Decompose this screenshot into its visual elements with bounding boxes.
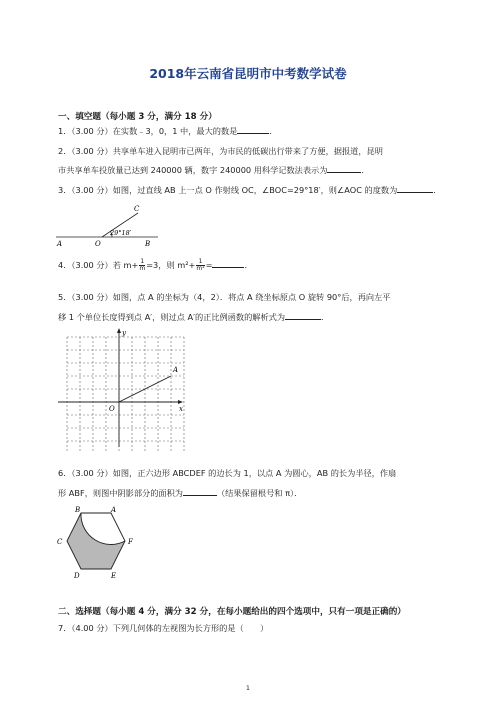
question-7: 7．（4.00 分）下列几何体的左视图为长方形的是（ ） bbox=[58, 623, 269, 633]
angle-figure bbox=[54, 200, 164, 250]
label-b-vertex: B bbox=[75, 506, 81, 514]
question-1-tail: ． bbox=[269, 126, 278, 136]
answer-blank-2[interactable] bbox=[327, 164, 361, 173]
question-4-mid: =3，则 m²+ bbox=[146, 260, 196, 270]
question-1-text: 1．（3.00 分）在实数﹣3，0，1 中，最大的数是 bbox=[58, 126, 238, 136]
x-axis-arrow bbox=[178, 400, 183, 404]
question-1 bbox=[58, 125, 278, 137]
label-x: x bbox=[179, 405, 183, 413]
answer-blank-5[interactable] bbox=[285, 311, 321, 320]
label-c-vertex: C bbox=[57, 538, 63, 546]
question-6-text: 形 ABF，则图中阴影部分的面积为 bbox=[58, 488, 183, 498]
question-2-text: 市共享单车投放量已达到 240000 辆，数字 240000 用科学记数法表示为 bbox=[58, 165, 328, 175]
label-b: B bbox=[145, 240, 151, 248]
angle-label: 29°18′ bbox=[110, 229, 132, 237]
question-4: 4．（3.00 分）若 m+ $\frac{1}{m}$ =3，则 m²+ $\frac{1}{\text{m²}}$ = ． bbox=[58, 258, 253, 272]
question-3-text: 3．（3.00 分）如图，过直线 AB 上一点 O 作射线 OC，∠BOC=29°18′，则∠AOC 的度数为 bbox=[58, 185, 398, 195]
label-point-a: A bbox=[173, 366, 179, 374]
hexagon-figure bbox=[55, 503, 145, 583]
label-o: O bbox=[95, 240, 101, 248]
label-a: A bbox=[57, 240, 63, 248]
question-5-line-1: 5．（3.00 分）如图，点 A 的坐标为（4，2）．将点 A 绕坐标原点 O 旋转 90°后，再向左平 bbox=[58, 292, 391, 302]
page-number: 1 bbox=[245, 684, 251, 692]
answer-blank-3[interactable] bbox=[397, 184, 433, 193]
fraction-1-over-m-squared: $\frac{1}{\text{m²}}$ bbox=[196, 258, 205, 272]
grid-lines bbox=[67, 337, 184, 452]
label-origin: O bbox=[109, 405, 115, 413]
label-e-vertex: E bbox=[111, 572, 117, 580]
label-c: C bbox=[134, 205, 140, 213]
question-3 bbox=[58, 184, 441, 196]
label-a-vertex: A bbox=[111, 506, 117, 514]
exam-title: 2018年云南省昆明市中考数学试卷 bbox=[149, 66, 347, 81]
question-2-tail: ． bbox=[361, 165, 370, 175]
question-5-line-2: 移 1 个单位长度得到点 A′，则过点 A′的正比例函数的解析式为 ． bbox=[58, 312, 330, 322]
label-f-vertex: F bbox=[128, 538, 133, 546]
section-choice-heading: 二、选择题（每小题 4 分，满分 32 分，在每小题给出的四个选项中，只有一项是正确的） bbox=[58, 607, 406, 617]
question-2-line-2 bbox=[58, 164, 370, 176]
question-5-text: 移 1 个单位长度得到点 A′，则过点 A′的正比例函数的解析式为 bbox=[58, 312, 286, 322]
y-axis-arrow bbox=[117, 328, 121, 333]
label-d-vertex: D bbox=[74, 572, 80, 580]
section-fill-in-heading: 一、填空题（每小题 3 分，满分 18 分） bbox=[58, 112, 217, 122]
answer-blank-4[interactable] bbox=[212, 259, 244, 268]
answer-blank-1[interactable] bbox=[237, 125, 269, 134]
question-3-tail: ． bbox=[433, 185, 442, 195]
question-2-line-1: 2．（3.00 分）共享单车进入昆明市已两年，为市民的低碳出行带来了方便，据报道，昆明 bbox=[58, 146, 383, 156]
question-6-line-1: 6．（3.00 分）如图，正六边形 ABCDEF 的边长为 1，以点 A 为圆心，AB 的长为半径，作扇 bbox=[58, 468, 397, 478]
label-y: y bbox=[122, 329, 126, 337]
coordinate-grid-figure bbox=[55, 327, 190, 452]
question-6-line-2: 形 ABF，则图中阴影部分的面积为 （结果保留根号和 π）． bbox=[58, 488, 303, 498]
fraction-1-over-m: $\frac{1}{m}$ bbox=[139, 258, 146, 272]
answer-blank-6[interactable] bbox=[183, 487, 217, 496]
question-4-pre: 4．（3.00 分）若 m+ bbox=[58, 260, 139, 270]
